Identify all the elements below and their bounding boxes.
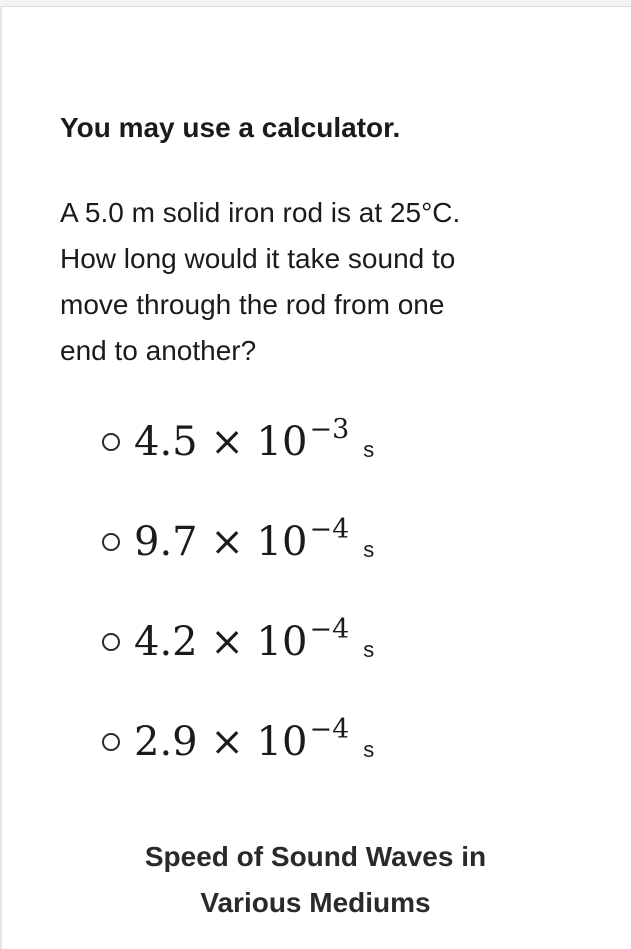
option-coefficient: 4.5 × 10: [134, 419, 308, 465]
question-line: How long would it take sound to: [60, 243, 456, 274]
question-line: move through the rod from one: [60, 289, 445, 320]
answer-option-2[interactable]: [102, 510, 562, 610]
calculator-note: You may use a calculator.: [60, 112, 401, 143]
answer-option-3[interactable]: [102, 610, 562, 710]
reference-table-title: [0, 834, 631, 926]
question-text: [60, 190, 580, 374]
reference-title-line: Speed of Sound Waves in: [144, 841, 487, 872]
answer-option-4[interactable]: [102, 710, 562, 810]
option-coefficient: 9.7 × 10: [134, 519, 308, 565]
option-coefficient: 4.2 × 10: [134, 619, 308, 665]
question-line: A 5.0 m solid iron rod is at 25°C.: [60, 197, 461, 228]
radio-button[interactable]: [102, 533, 120, 551]
option-value: [134, 514, 375, 572]
option-exponent: −3: [309, 414, 350, 445]
option-exponent: −4: [309, 514, 350, 545]
option-unit: s: [363, 637, 375, 662]
reference-title-line: Various Mediums: [200, 887, 431, 918]
option-value: [134, 714, 375, 772]
option-unit: s: [363, 737, 375, 762]
option-coefficient: 2.9 × 10: [134, 719, 308, 765]
option-exponent: −4: [309, 614, 350, 645]
answer-option-1[interactable]: [102, 410, 562, 510]
answer-options: [102, 410, 562, 810]
radio-button[interactable]: [102, 733, 120, 751]
option-unit: s: [363, 437, 375, 462]
radio-button[interactable]: [102, 433, 120, 451]
option-value: [134, 614, 375, 672]
top-border: [0, 0, 631, 7]
option-unit: s: [363, 537, 375, 562]
option-value: [134, 414, 375, 472]
question-line: end to another?: [60, 335, 257, 366]
radio-button[interactable]: [102, 633, 120, 651]
option-exponent: −4: [309, 714, 350, 745]
